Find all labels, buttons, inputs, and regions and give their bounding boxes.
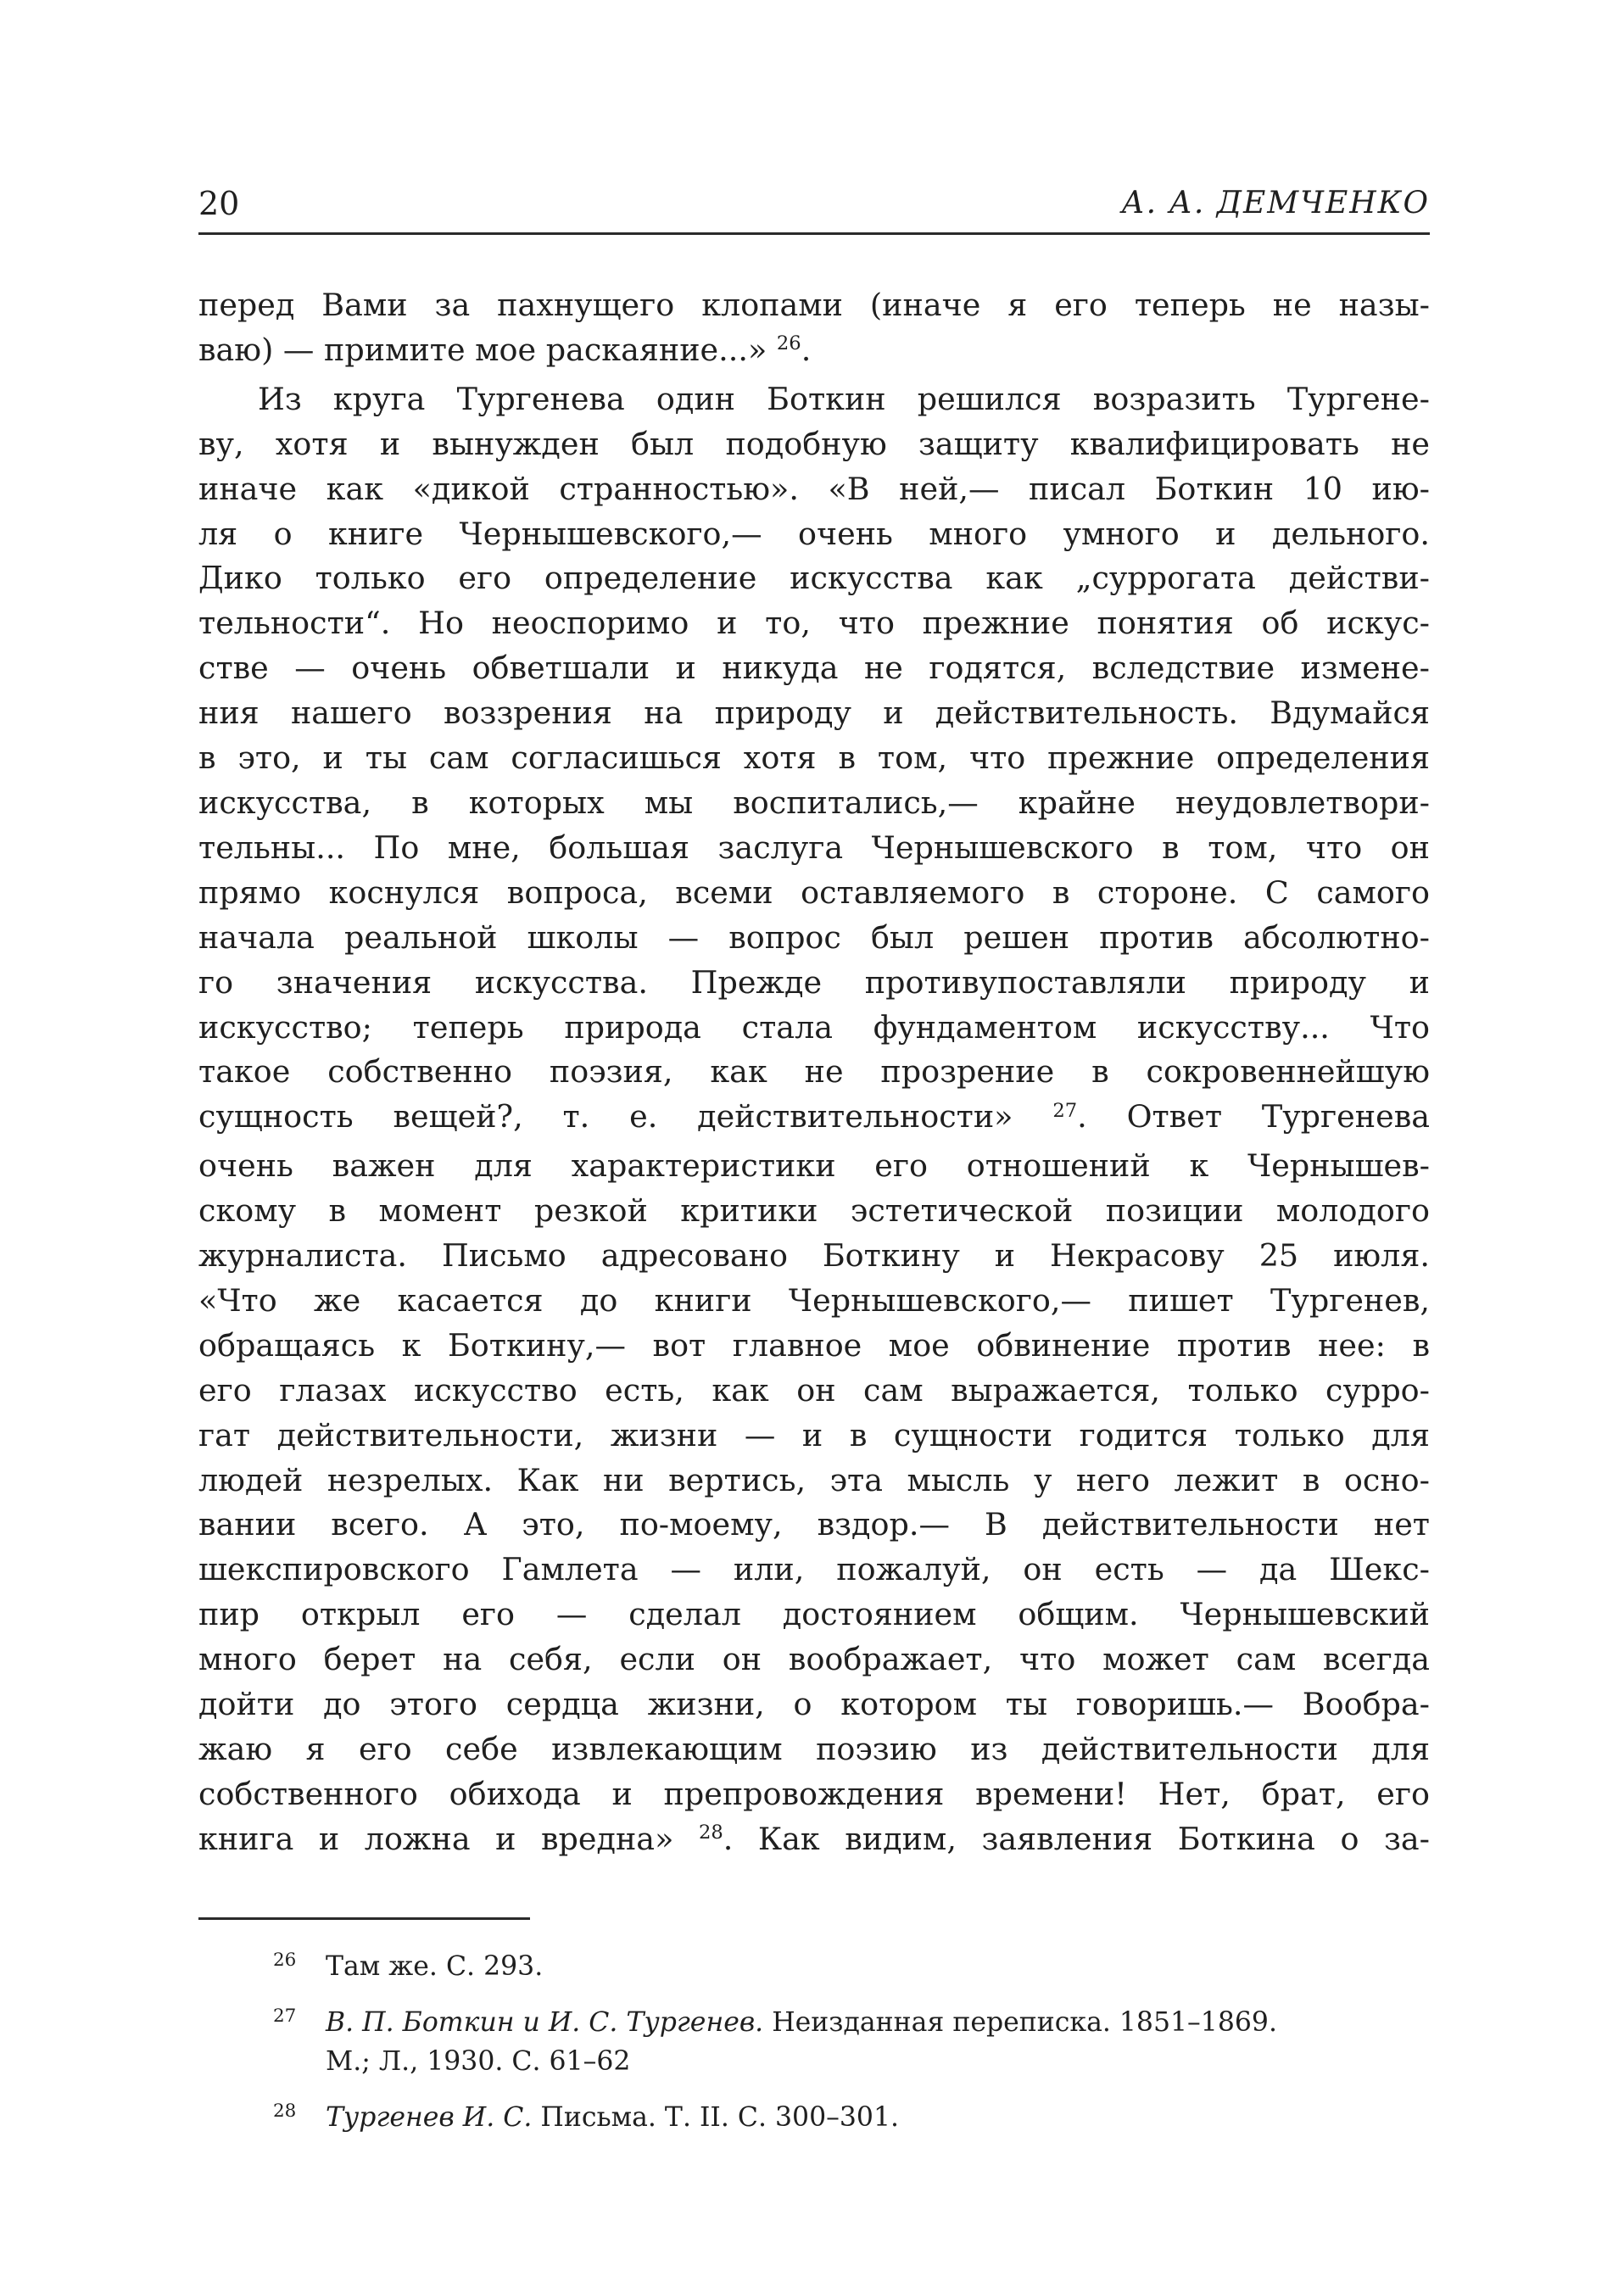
text-line: скому в момент резкой критики эстетической позиции молодого — [198, 1192, 1430, 1230]
footnote-text: Письма. Т. II. С. 300–301. — [532, 2102, 900, 2133]
text-line: пир открыл его — сделал достоянием общим. Чернышевский — [198, 1596, 1430, 1633]
text-line: «Что же касается до книги Чернышевского,— пишет Тургенев, — [198, 1281, 1430, 1319]
text-line: собственного обихода и препровождения времени! Нет, брат, его — [198, 1775, 1430, 1812]
footnote-mark: 28 — [273, 2101, 297, 2122]
running-head-author: А. А. ДЕМЧЕНКО — [1121, 186, 1430, 220]
footnote-ref-28[interactable]: 28 — [698, 1822, 723, 1844]
footnote-text: Неизданная переписка. 1851–1869. — [763, 2007, 1277, 2038]
text-line: ния нашего воззрения на природу и действительность. Вдумайся — [198, 695, 1430, 732]
footnote-author: Тургенев И. С. — [326, 2102, 533, 2133]
text-line: много берет на себя, если он воображает, что может сам всегда — [198, 1641, 1430, 1678]
text-line: перед Вами за пахнущего клопами (иначе я его теперь не назы- — [198, 287, 1430, 323]
text-line: Дико только его определение искусства как „суррогата действи- — [198, 560, 1430, 597]
text-line: людей незрелых. Как ни вертись, эта мысль у него лежит в осно- — [198, 1461, 1430, 1498]
text-line: прямо коснулся вопроса, всеми оставляемого в стороне. С самого — [198, 873, 1430, 911]
text-line — [198, 1095, 1430, 1144]
footnote-mark: 27 — [273, 2006, 297, 2027]
footnote-line — [326, 2003, 1430, 2042]
footnote-line — [326, 2098, 1430, 2137]
text-line: тельны... По мне, большая заслуга Чернышевского в том, что он — [198, 828, 1430, 866]
footnote-author: В. П. Боткин и И. С. Тургенев. — [326, 2007, 764, 2038]
text-fragment: ваю) — примите мое раскаяние...» — [198, 331, 777, 368]
footnote-separator — [198, 1917, 530, 1920]
text-line: жаю я его себе извлекающим поэзию из действительности для — [198, 1731, 1430, 1767]
page-header — [198, 178, 1430, 235]
text-line: обращаясь к Боткину,— вот главное мое обвинение против нее: в — [198, 1326, 1430, 1364]
text-line: го значения искусства. Прежде противупоставляли природу и — [198, 963, 1430, 1001]
text-fragment: . — [801, 331, 812, 368]
text-line: искусство; теперь природа стала фундаментом искусству... Что — [198, 1008, 1430, 1046]
text-line: иначе как «дикой странностью». «В ней,— писал Боткин 10 ию- — [198, 470, 1430, 507]
page-number: 20 — [198, 185, 240, 222]
text-line: очень важен для характеристики его отношений к Чернышев- — [198, 1147, 1430, 1185]
text-line: в это, и ты сам согласишься хотя в том, что прежние определения — [198, 739, 1430, 777]
text-fragment: сущность вещей?, т. е. действительности» — [198, 1098, 1053, 1135]
footnote-27 — [273, 2003, 1430, 2081]
text-line: шекспировского Гамлета — или, пожалуй, он есть — да Шекс- — [198, 1551, 1430, 1588]
footnote-26 — [273, 1947, 1430, 1986]
text-fragment: . Ответ Тургенева — [1077, 1098, 1431, 1135]
text-line: ву, хотя и вынужден был подобную защиту квалифицировать не — [198, 425, 1430, 462]
text-line: искусства, в которых мы воспитались,— крайне неудовлетвори- — [198, 784, 1430, 821]
text-line: вании всего. А это, по-моему, вздор.— В действительности нет — [198, 1506, 1430, 1543]
text-line: начала реальной школы — вопрос был решен против абсолютно- — [198, 918, 1430, 956]
text-line: гат действительности, жизни — и в сущности годится только для — [198, 1416, 1430, 1453]
text-line: его глазах искусство есть, как он сам выражается, только суррo- — [198, 1371, 1430, 1409]
text-line: стве — очень обветшали и никуда не годятся, вследствие измене- — [198, 650, 1430, 687]
text-line: тельности“. Но неоспоримо и то, что прежние понятия об искус- — [198, 605, 1430, 642]
text-line: журналиста. Письмо адресовано Боткину и Некрасову 25 июля. — [198, 1237, 1430, 1275]
text-line — [198, 328, 1430, 377]
footnotes — [273, 1947, 1430, 2154]
text-line — [198, 1817, 1430, 1866]
body-text — [198, 283, 1430, 1866]
footnote-mark: 26 — [273, 1950, 297, 1971]
footnote-text: М.; Л., 1930. С. 61–62 — [326, 2046, 631, 2077]
text-fragment: книга и ложна и вредна» — [198, 1820, 699, 1857]
footnote-28 — [273, 2098, 1430, 2137]
text-line: такое собственно поэзия, как не прозрение в сокровеннейшую — [198, 1053, 1430, 1091]
footnote-ref-27[interactable]: 27 — [1052, 1099, 1078, 1122]
text-line: дойти до этого сердца жизни, о котором ты говоришь.— Вообра- — [198, 1686, 1430, 1723]
footnote-ref-26[interactable]: 26 — [776, 332, 801, 355]
text-fragment: . Как видим, заявления Боткина о за- — [723, 1820, 1430, 1857]
paragraph-first-line: Из круга Тургенева один Боткин решился возразить Тургене- — [258, 380, 1430, 417]
text-line: ля о книге Чернышевского,— очень много умного и дельного. — [198, 515, 1430, 552]
footnote-text: Там же. С. 293. — [326, 1951, 544, 1982]
